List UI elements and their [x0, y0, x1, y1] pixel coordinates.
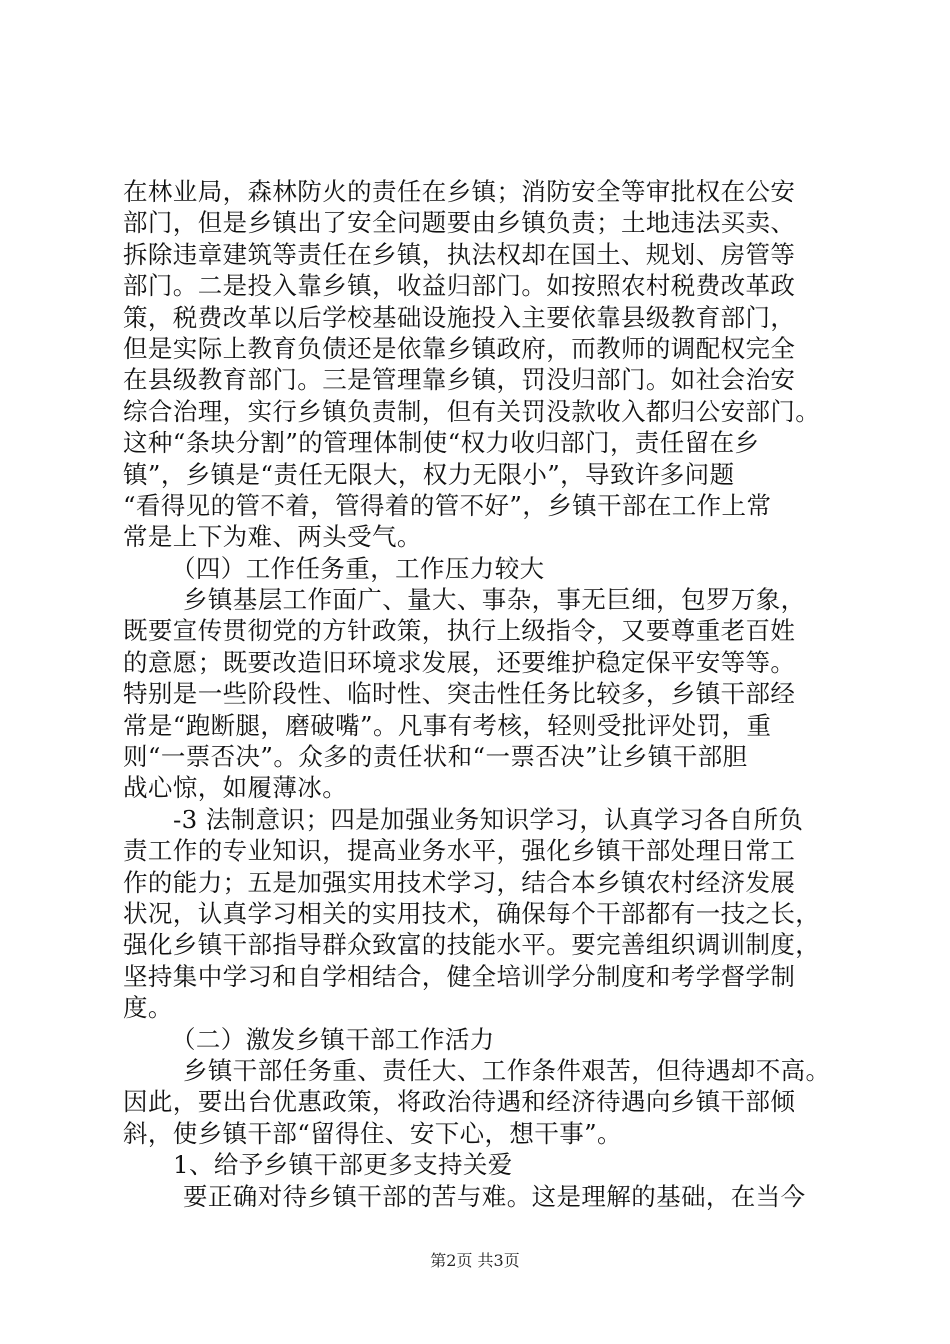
text-line: -3 法制意识；四是加强业务知识学习，认真学习各自所负: [173, 804, 804, 834]
text-line: 要正确对待乡镇干部的苦与难。这是理解的基础，在当今: [183, 1181, 806, 1211]
text-line: “看得见的管不着，管得着的管不好”，乡镇干部在工作上常: [123, 490, 772, 520]
text-line: 的意愿；既要改造旧环境求发展，还要维护稳定保平安等等。: [123, 647, 796, 677]
text-line: 1、给予乡镇干部更多支持关爱: [173, 1150, 513, 1180]
section-heading: （二）激发乡镇干部工作活力: [171, 1024, 495, 1054]
text-line: 斜，使乡镇干部“留得住、安下心，想干事”。: [123, 1118, 622, 1148]
text-line: 既要宣传贯彻党的方针政策，执行上级指令，又要尊重老百姓: [123, 616, 796, 646]
text-line: 常是上下为难、两头受气。: [123, 522, 422, 552]
text-line: 度。: [123, 993, 173, 1023]
text-line: 部门，但是乡镇出了安全问题要由乡镇负责；土地违法买卖、: [123, 208, 796, 238]
text-line: 特别是一些阶段性、临时性、突击性任务比较多，乡镇干部经: [123, 679, 796, 709]
text-line: 因此，要出台优惠政策，将政治待遇和经济待遇向乡镇干部倾: [123, 1087, 796, 1117]
body-text: [123, 176, 843, 1212]
text-line: 则“一票否决”。众多的责任状和“一票否决”让乡镇干部胆: [123, 742, 748, 772]
text-line: 乡镇干部任务重、责任大、工作条件艰苦，但待遇却不高。: [183, 1055, 831, 1085]
text-line: 策，税费改革以后学校基础设施投入主要依靠县级教育部门，: [123, 302, 796, 332]
text-line: 在县级教育部门。三是管理靠乡镇，罚没归部门。如社会治安: [123, 365, 796, 395]
text-line: 乡镇基层工作面广、量大、事杂，事无巨细，包罗万象，: [183, 585, 806, 615]
section-heading: （四）工作任务重，工作压力较大: [171, 553, 545, 583]
text-line: 强化乡镇干部指导群众致富的技能水平。要完善组织调训制度，: [123, 930, 821, 960]
text-line: 责工作的专业知识，提高业务水平，强化乡镇干部处理日常工: [123, 836, 796, 866]
text-line: 状况，认真学习相关的实用技术，确保每个干部都有一技之长，: [123, 898, 821, 928]
text-line: 常是“跑断腿，磨破嘴”。凡事有考核，轻则受批评处罚，重: [123, 710, 772, 740]
text-line: 但是实际上教育负债还是依靠乡镇政府，而教师的调配权完全: [123, 333, 796, 363]
page-footer: 第2页 共3页: [430, 1251, 520, 1270]
text-line: 镇”，乡镇是“责任无限大，权力无限小”，导致许多问题: [123, 459, 735, 489]
text-line: 在林业局，森林防火的责任在乡镇；消防安全等审批权在公安: [123, 177, 796, 206]
text-line: 这种“条块分割”的管理体制使“权力收归部门，责任留在乡: [123, 428, 760, 458]
text-line: 作的能力；五是加强实用技术学习，结合本乡镇农村经济发展: [123, 867, 796, 897]
text-line: 坚持集中学习和自学相结合，健全培训学分制度和考学督学制: [123, 961, 796, 991]
text-line: 综合治理，实行乡镇负责制，但有关罚没款收入都归公安部门。: [123, 396, 821, 426]
text-line: 部门。二是投入靠乡镇，收益归部门。如按照农村税费改革政: [123, 271, 796, 301]
text-line: 战心惊，如履薄冰。: [123, 773, 348, 803]
text-line: 拆除违章建筑等责任在乡镇，执法权却在国土、规划、房管等: [123, 239, 796, 269]
